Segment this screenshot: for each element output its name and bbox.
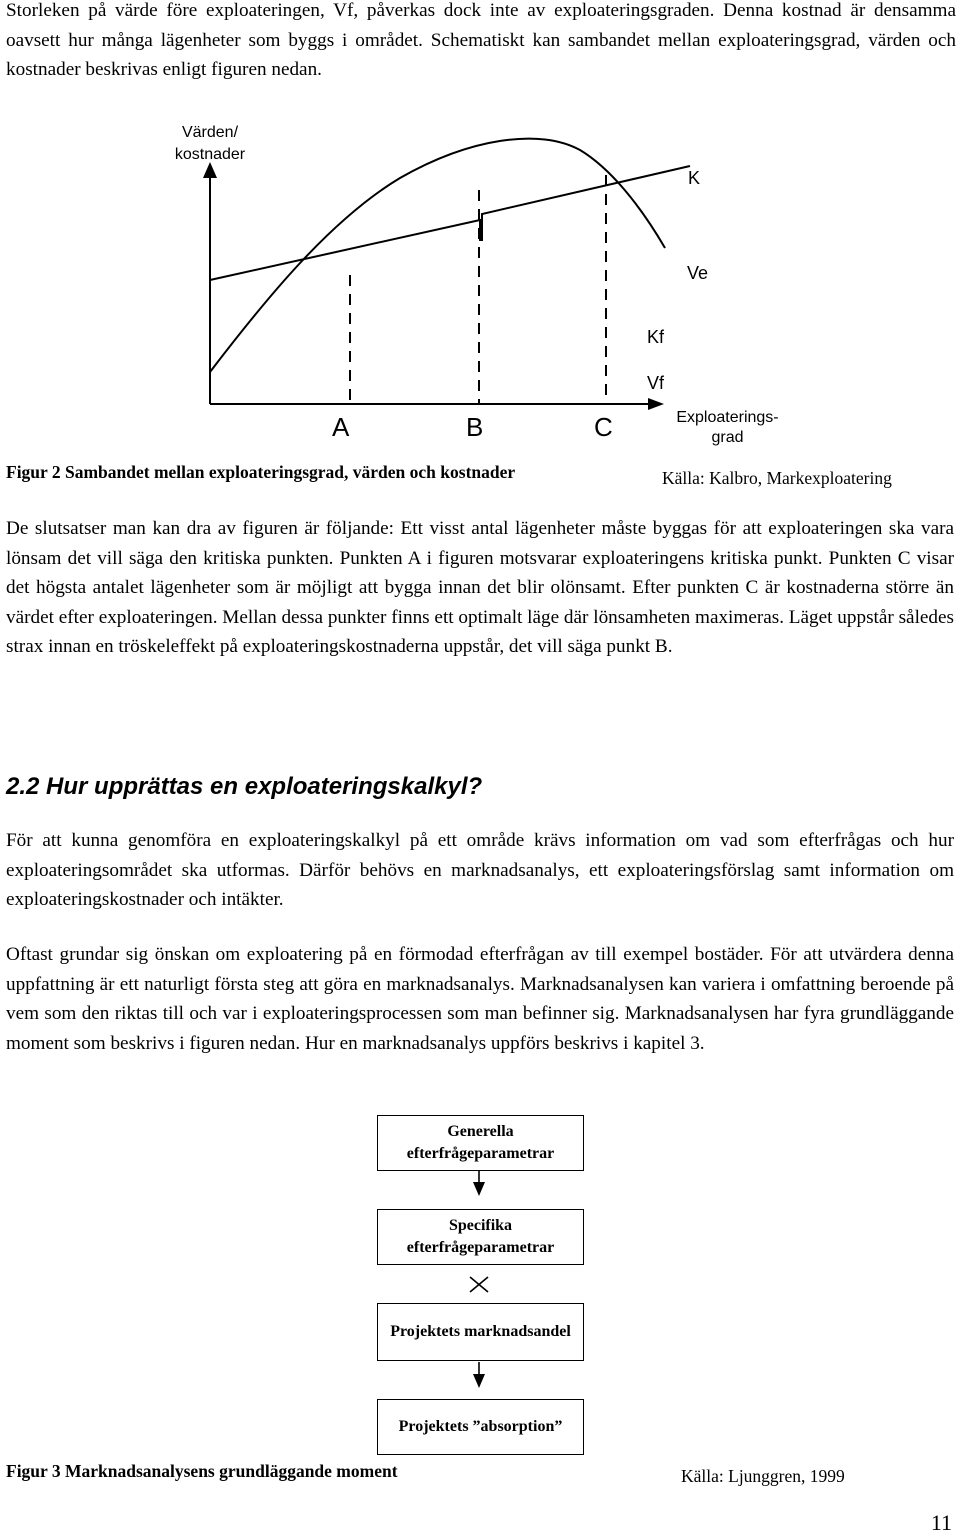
y-axis-label: Värden/ kostnader (174, 124, 246, 163)
section-heading: 2.2 Hur upprättas en exploateringskalkyl? (6, 773, 483, 800)
intro-paragraph: Storleken på värde före exploateringen, Vf, påverkas dock inte av exploateringsgraden. Denna kostnad är densamma oavsett hur många lägenheter som byggs i området. Schematiskt kan sambandet mellan exploateringsgrad, värden och kostnader beskrivas enligt figuren nedan. (6, 0, 956, 80)
arrow-2-head (473, 1374, 485, 1388)
point-a-label: A (332, 412, 350, 442)
flow-box-general-demand: Generella efterfrågeparametrar (377, 1115, 584, 1171)
figure2-source: Källa: Kalbro, Markexploatering (662, 468, 892, 488)
conclusion-paragraph: De slutsatser man kan dra av figuren är följande: Ett visst antal lägenheter måste byggas för att exploateringen ska vara lönsam det vill säga den kritiska punkten. Punkten A i figuren motsvarar exploateringens kritiska punkt. Punkten C visar det högsta antalet lägenheter som är möjligt att bygga innan det blir olönsamt. Efter punkten C är kostnaderna större än värdet efter exploateringen. Mellan dessa punkter finns ett optimalt läge där lönsamheten maximeras. Läget uppstår således strax innan en tröskeleffekt på exploateringskostnaderna uppstår, det vill säga punkt B. (6, 518, 954, 657)
label-ve: Ve (687, 263, 709, 283)
flow-box-market-share: Projektets marknadsandel (377, 1303, 584, 1361)
page-number: 11 (930, 1510, 952, 1535)
figure2-caption: Figur 2 Sambandet mellan exploateringsgrad, värden och kostnader (6, 462, 516, 482)
label-k: K (688, 168, 701, 188)
flow-box-specific-demand: Specifika efterfrågeparametrar (377, 1209, 584, 1265)
arrow-1-head (473, 1182, 485, 1196)
label-vf: Vf (647, 373, 665, 393)
figure3-source: Källa: Ljunggren, 1999 (681, 1466, 845, 1486)
x-axis-label: Exploaterings-grad (676, 409, 779, 446)
paragraph-2: Oftast grundar sig önskan om exploatering på en förmodad efterfrågan av till exempel bostäder. För att utvärdera denna uppfattning är ett naturligt första steg att göra en marknadsanalys. Marknadsanalysen kan variera i omfattning beroende på vem som den riktas till och var i exploateringsprocessen som man befinner sig. Marknadsanalysen har fyra grundläggande moment som beskrivs i figuren nedan. Hur en marknadsanalys uppförs beskrivs i kapitel 3. (6, 944, 954, 1054)
figure3-caption: Figur 3 Marknadsanalysens grundläggande moment (6, 1461, 398, 1481)
label-kf: Kf (647, 327, 665, 347)
point-c-label: C (594, 412, 613, 442)
point-b-label: B (466, 412, 484, 442)
paragraph-1: För att kunna genomföra en exploateringskalkyl på ett område krävs information om vad som efterfrågas och hur exploateringsområdet ska utformas. Därför behövs en marknadsanalys, ett exploateringsförslag samt information om exploateringskostnader och intäkter. (6, 830, 954, 910)
flow-box-absorption: Projektets ”absorption” (377, 1399, 584, 1455)
